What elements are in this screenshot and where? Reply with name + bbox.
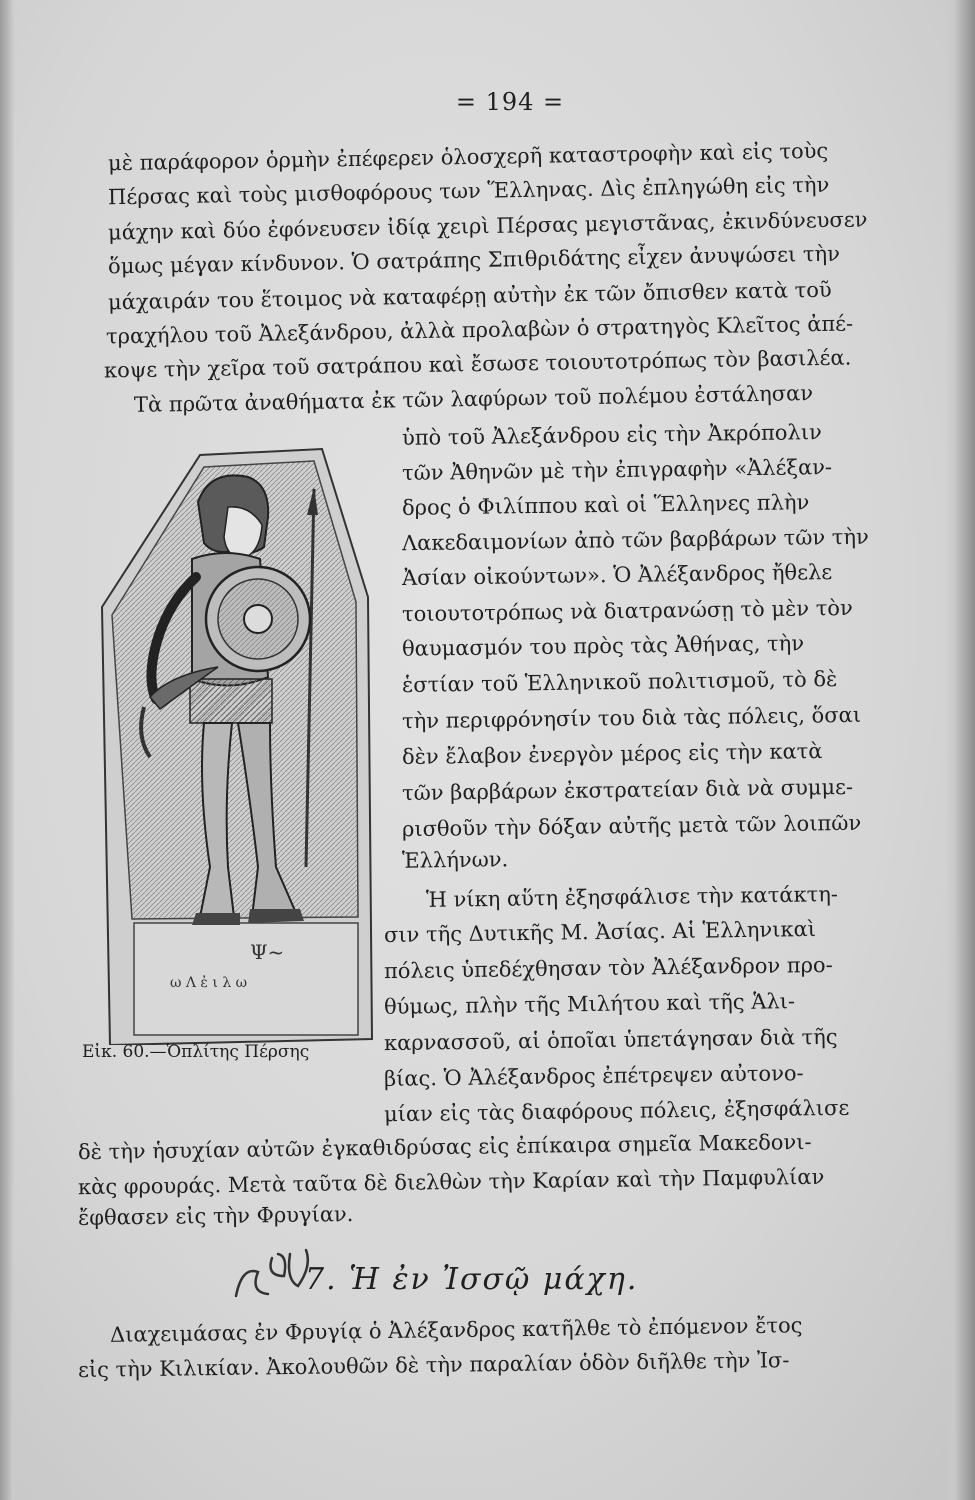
text-line: τῶν βαρβάρων ἐκστρατείαν διὰ νὰ συμμε- — [401, 774, 854, 806]
text-line: ρισθοῦν τὴν δόξαν αὐτῆς μετὰ τῶν λοιπῶν — [401, 810, 862, 842]
text-line: κοψε τὴν χεῖρα τοῦ σατράπου καὶ ἔσωσε τοιουτοτρόπως τὸν βασιλέα. — [103, 345, 852, 383]
text-line: τοιουτοτρόπως νὰ διατρανώσῃ τὸ μὲν τὸν — [401, 595, 853, 627]
text-line: μὲ παράφορον ὁρμὴν ἐπέφερεν ὁλοσχερῆ καταστροφὴν καὶ εἰς τοὺς — [107, 138, 829, 176]
svg-text:Ψ~: Ψ~ — [250, 940, 285, 964]
text-line: καρνασσοῦ, αἱ ὁποῖαι ὑπετάγησαν διὰ τῆς — [383, 1024, 838, 1056]
hoplite-stele-illustration — [100, 447, 375, 1045]
text-line: ὅμως μέγαν κίνδυνον. Ὁ σατράπης Σπιθριδάτης εἶχεν ἀνυψώσει τὴν — [107, 241, 841, 279]
figure-persian-hoplite — [100, 447, 375, 1045]
svg-text:ω Λ ἐ ι λ ω: ω Λ ἐ ι λ ω — [170, 975, 248, 991]
text-line: σιν τῆς Δυτικῆς Μ. Ἀσίας. Αἱ Ἑλληνικαὶ — [383, 916, 817, 948]
text-line: μίαν εἰς τὰς διαφόρους πόλεις, ἐξησφάλισε — [383, 1095, 850, 1127]
page-edge-right — [945, 0, 975, 1500]
text-line: Ἀσίαν οἰκούντων». Ὁ Ἀλέξανδρος ἤθελε — [401, 559, 833, 591]
section-title: 7. Ἡ ἐν Ἰσσῷ μάχη. — [305, 1262, 639, 1297]
text-line: δὲ τὴν ἡσυχίαν αὐτῶν ἐγκαθιδρύσας εἰς ἐπίκαιρα σημεῖα Μακεδονι- — [77, 1129, 812, 1165]
text-line: δρος ὁ Φιλίππου καὶ οἱ Ἕλληνες πλὴν — [401, 490, 810, 520]
text-line: ἑστίαν τοῦ Ἑλληνικοῦ πολιτισμοῦ, τὸ δὲ — [401, 666, 838, 698]
text-line: θαυμασμόν του πρὸς τὰς Ἀθήνας, τὴν — [401, 631, 805, 661]
text-line: Διαχειμάσας ἐν Φρυγίᾳ ὁ Ἀλέξανδρος κατῆλθε τὸ ἐπόμενον ἔτος — [109, 1313, 803, 1347]
text-line: ἔφθασεν εἰς τὴν Φρυγίαν. — [77, 1202, 354, 1230]
text-line: τραχήλου τοῦ Ἀλεξάνδρου, ἀλλὰ προλαβὼν ὁ στρατηγὸς Κλεῖτος ἀπέ- — [105, 311, 854, 349]
text-line: Πέρσας καὶ τοὺς μισθοφόρους των Ἕλληνας. Δὶς ἐπληγώθη εἰς τὴν — [107, 172, 830, 210]
text-line: τὴν περιφρόνησίν του διὰ τὰς πόλεις, ὅσαι — [401, 702, 862, 734]
page-edge-left — [0, 0, 14, 1500]
text-line: δὲν ἔλαβον ἐνεργὸν μέρος εἰς τὴν κατὰ — [401, 739, 823, 769]
text-line: μάχαιράν του ἕτοιμος νὰ καταφέρῃ αὐτὴν ἐκ τῶν ὄπισθεν κατὰ τοῦ — [107, 277, 832, 315]
text-line: Τὰ πρῶτα ἀναθήματα ἐκ τῶν λαφύρων τοῦ πολέμου ἐστάλησαν — [133, 381, 814, 417]
text-line: κὰς φρουράς. Μετὰ ταῦτα δὲ διελθὼν τὴν Καρίαν καὶ τὴν Παμφυλίαν — [77, 1164, 825, 1200]
figure-caption: Εἰκ. 60.—Ὁπλίτης Πέρσης — [82, 1042, 310, 1062]
text-line: τῶν Ἀθηνῶν μὲ τὴν ἐπιγραφὴν «Ἀλέξαν- — [401, 454, 833, 486]
page-number: = 194 = — [455, 88, 565, 116]
text-line: Ἡ νίκη αὕτη ἐξησφάλισε τὴν κατάκτη- — [425, 882, 839, 912]
text-line: πόλεις ὑπεδέχθησαν τὸν Ἀλέξανδρον προ- — [383, 952, 833, 984]
text-line: μάχην καὶ δύο ἐφόνευσεν ἰδίᾳ χειρὶ Πέρσας μεγιστᾶνας, ἐκινδύνευσεν — [107, 207, 868, 245]
text-line: Λακεδαιμονίων ἀπὸ τῶν βαρβάρων τῶν τὴν — [401, 524, 869, 556]
text-line: θύμως, πλὴν τῆς Μιλήτου καὶ τῆς Ἁλι- — [383, 989, 796, 1019]
text-line: Ἑλλήνων. — [401, 847, 509, 873]
text-line: ὑπὸ τοῦ Ἀλεξάνδρου εἰς τὴν Ἀκρόπολιν — [401, 420, 822, 450]
text-line: βίας. Ὁ Ἀλέξανδρος ἐπέτρεψεν αὐτονο- — [383, 1061, 804, 1091]
text-line: εἰς τὴν Κιλικίαν. Ἀκολουθῶν δὲ τὴν παραλίαν ὁδὸν διῆλθε τὴν Ἰσ- — [77, 1348, 790, 1382]
